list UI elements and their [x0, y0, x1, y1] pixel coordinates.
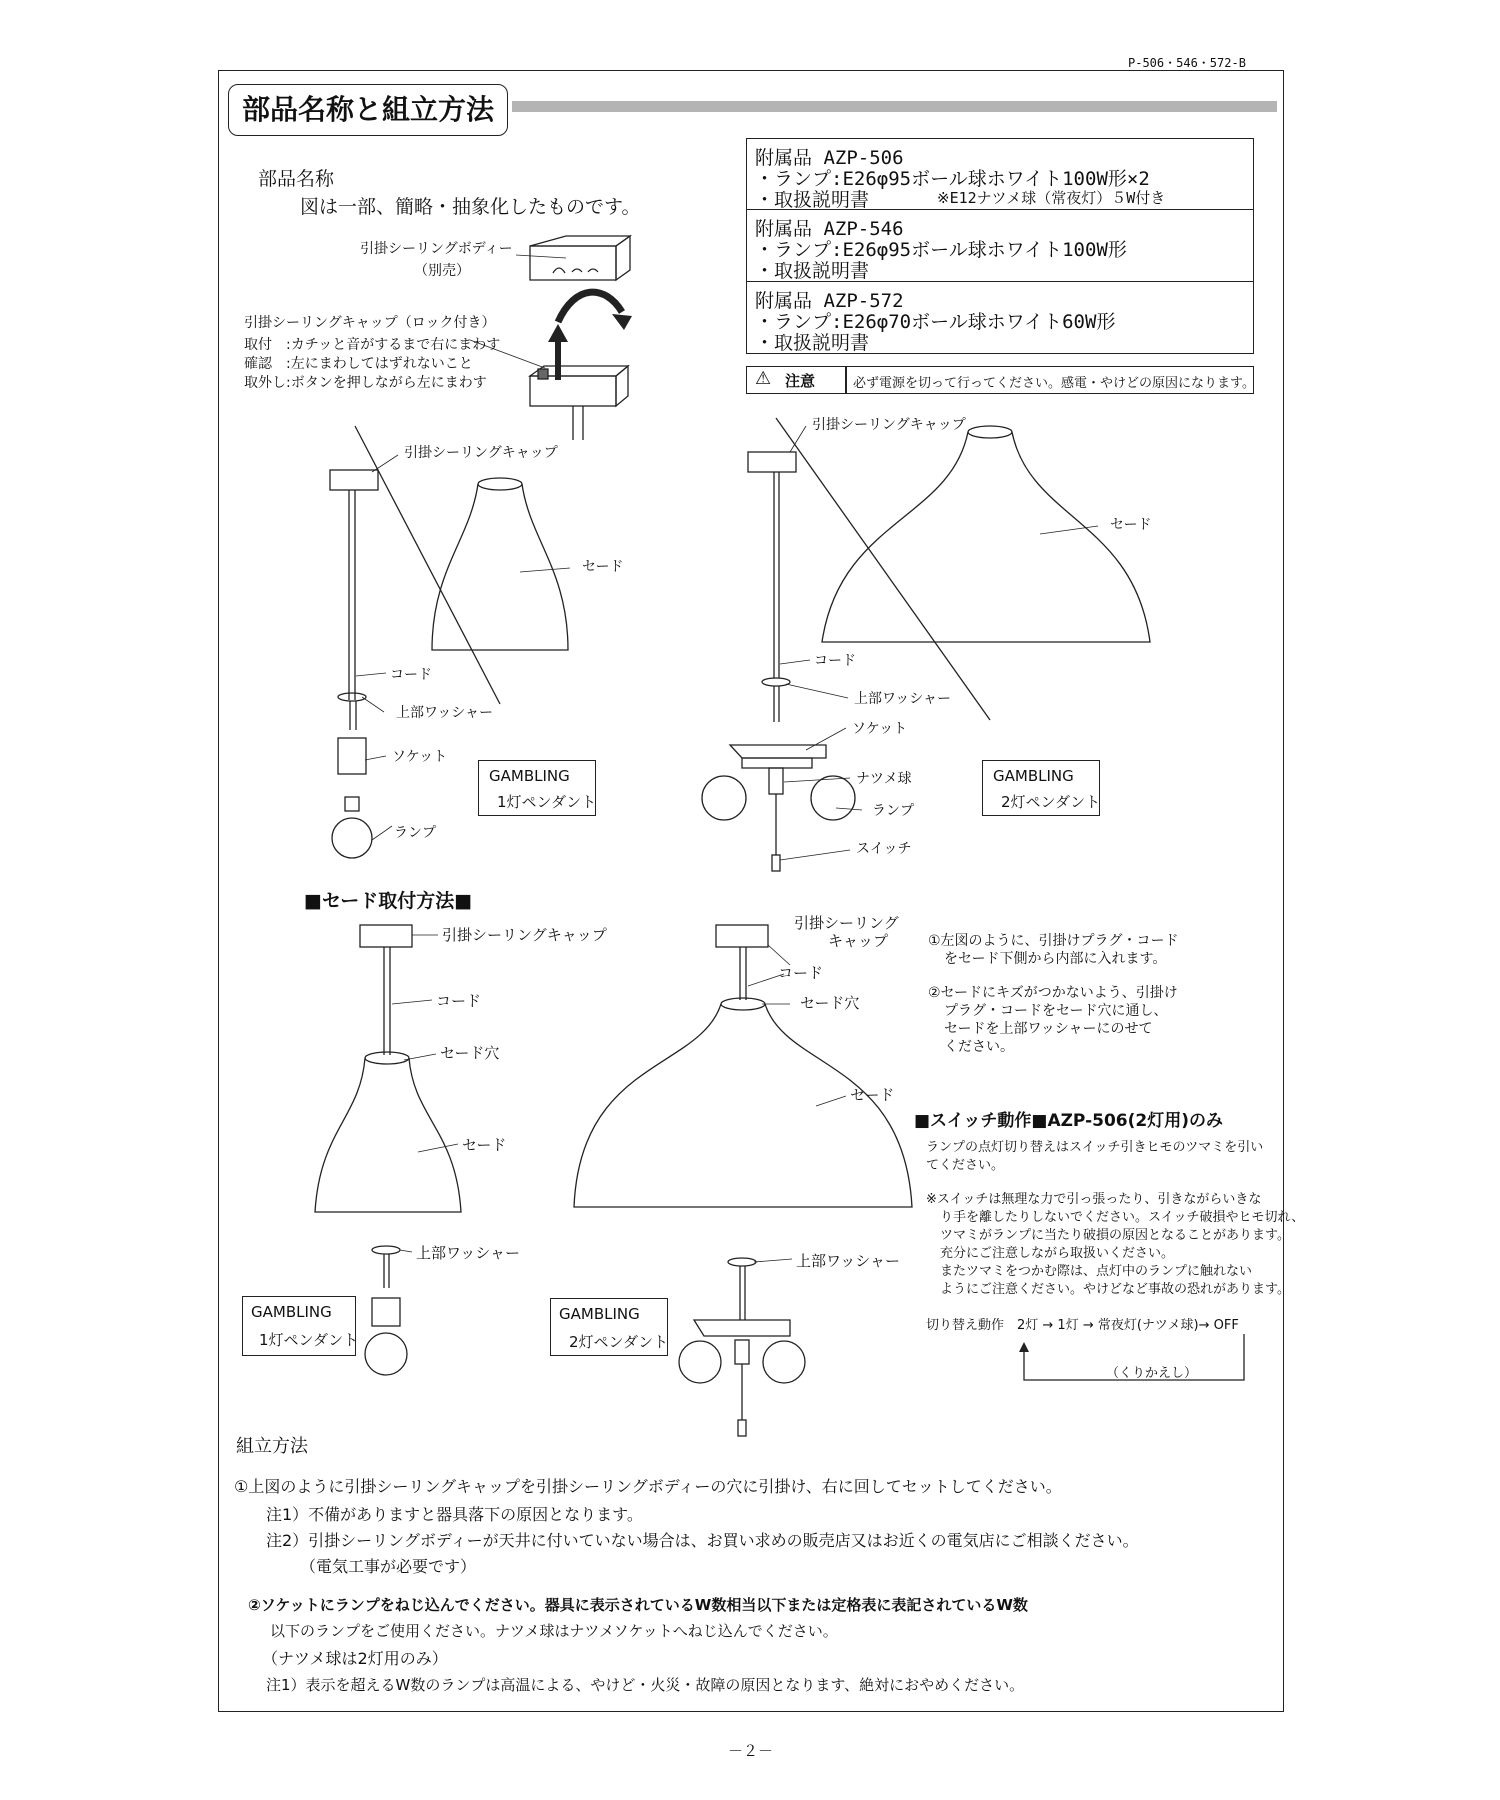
accessory-lamp: ・ランプ:E26φ70ボール球ホワイト60W形	[755, 311, 1116, 333]
accessory-manual: ・取扱説明書	[755, 332, 870, 354]
sa-cord-label: コード	[436, 992, 482, 1010]
install-step2-line2: プラグ・コードをセード穴に通し、	[944, 1003, 1168, 1019]
ceiling-body-sublabel: （別売）	[414, 263, 470, 279]
accessory-manual: ・取扱説明書	[755, 260, 870, 282]
switch-repeat-label: （くりかえし）	[1106, 1366, 1198, 1381]
switch-note-3: ツマミがランプに当たり破損の原因となることがあります。	[940, 1228, 1290, 1243]
caution-divider	[845, 367, 847, 393]
sa-washer-label: 上部ワッシャー	[416, 1244, 520, 1262]
d2-shade-label: セード	[1110, 517, 1152, 533]
switch-op-heading: ■スイッチ動作■AZP-506(2灯用)のみ	[914, 1111, 1223, 1131]
d1-cord-label: コード	[390, 667, 432, 683]
d1-socket-label: ソケット	[392, 749, 448, 765]
d1-shade-label: セード	[582, 559, 624, 575]
sb-model-box	[550, 1298, 668, 1356]
sa-model-type: 1灯ペンダント	[259, 1331, 359, 1349]
page-number: －２－	[728, 1742, 774, 1760]
cap-instruction-remove: 取外し:ボタンを押しながら左にまわす	[244, 375, 487, 391]
assembly-step1-note2: 注2）引掛シーリングボディーが天井に付いていない場合は、お買い求めの販売店又はお近くの電気店にご相談ください。	[266, 1531, 1139, 1550]
d2-cap-label: 引掛シーリングキャップ	[812, 417, 966, 433]
accessory-manual: ・取扱説明書	[755, 189, 870, 211]
switch-sequence: 切り替え動作 2灯 → 1灯 → 常夜灯(ナツメ球)→ OFF	[926, 1318, 1239, 1333]
switch-note-4: 充分にご注意しながら取扱いください。	[940, 1246, 1175, 1261]
switch-note-2: り手を離したりしないでください。スイッチ破損やヒモ切れ、	[940, 1210, 1305, 1225]
sa-model-name: GAMBLING	[251, 1303, 332, 1321]
title-divider-bar	[512, 101, 1277, 112]
sb-cord-label: コード	[778, 964, 824, 982]
sb-model-name: GAMBLING	[559, 1305, 640, 1323]
assembly-step1-note3: （電気工事が必要です）	[300, 1557, 477, 1576]
accessory-model: 附属品 AZP-546	[755, 218, 904, 240]
accessory-lamp: ・ランプ:E26φ95ボール球ホワイト100W形×2	[755, 168, 1150, 190]
d2-natsume-label: ナツメ球	[856, 771, 912, 787]
sb-washer-label: 上部ワッシャー	[796, 1252, 900, 1270]
caution-text: 必ず電源を切って行ってください。感電・やけどの原因になります。	[853, 376, 1255, 391]
accessory-azp506	[747, 139, 1253, 210]
cap-instruction-attach: 取付 :カチッと音がするまで右にまわす	[244, 337, 501, 353]
cap-instruction-check: 確認 :左にまわしてはずれないこと	[244, 356, 473, 372]
accessory-azp572	[747, 282, 1253, 353]
d2-lamp-label: ランプ	[872, 803, 914, 819]
caution-box	[746, 366, 1254, 394]
d2-washer-label: 上部ワッシャー	[854, 691, 952, 707]
accessory-model: 附属品 AZP-506	[755, 147, 904, 169]
ceiling-cap-label: 引掛シーリングキャップ（ロック付き）	[244, 315, 496, 331]
assembly-step2-line2: 以下のランプをご使用ください。ナツメ球はナツメソケットへねじ込んでください。	[270, 1622, 838, 1640]
install-step1-line2: をセード下側から内部に入れます。	[944, 951, 1167, 967]
shade-install-heading: ■セード取付方法■	[304, 890, 473, 912]
d1-model-box	[478, 760, 596, 816]
accessory-azp546	[747, 210, 1253, 282]
d2-model-name: GAMBLING	[993, 767, 1074, 785]
accessory-lamp: ・ランプ:E26φ95ボール球ホワイト100W形	[755, 239, 1127, 261]
assembly-step2: ②ソケットにランプをねじ込んでください。器具に表示されているW数相当以下または定格表に表記されているW数	[248, 1596, 1028, 1614]
sb-shade-label: セード	[850, 1086, 895, 1104]
parts-note: 図は一部、簡略・抽象化したものです。	[300, 196, 641, 218]
d1-cap-label: 引掛シーリングキャップ	[404, 445, 558, 461]
sb-cap-label-1: 引掛シーリング	[794, 914, 899, 932]
sa-model-box	[242, 1296, 359, 1356]
sb-cap-label-2: キャップ	[828, 932, 889, 950]
d1-washer-label: 上部ワッシャー	[396, 705, 494, 721]
install-step1-line1: ①左図のように、引掛けプラグ・コード	[928, 933, 1179, 949]
sa-shade-label: セード	[462, 1136, 507, 1154]
switch-op-text-2: てください。	[926, 1158, 1005, 1173]
page-title: 部品名称と組立方法	[228, 84, 508, 136]
d2-cord-label: コード	[814, 653, 856, 669]
install-step2-line1: ②セードにキズがつかないよう、引掛け	[928, 985, 1178, 1001]
sb-model-type: 2灯ペンダント	[569, 1333, 669, 1351]
assembly-step2-line3: （ナツメ球は2灯用のみ）	[262, 1649, 448, 1668]
d1-model-type: 1灯ペンダント	[497, 793, 597, 811]
switch-note-6: ようにご注意ください。やけどなど事故の恐れがあります。	[940, 1282, 1290, 1297]
d1-lamp-label: ランプ	[394, 825, 436, 841]
assembly-step2-note1: 注1）表示を超えるW数のランプは高温による、やけど・火災・故障の原因となります、絶対におやめください。	[266, 1676, 1025, 1694]
sa-cap-label: 引掛シーリングキャップ	[442, 926, 607, 944]
d2-model-type: 2灯ペンダント	[1001, 793, 1101, 811]
d2-model-box	[982, 760, 1100, 816]
document-code: P-506・546・572-B	[1128, 56, 1246, 70]
accessories-table	[746, 138, 1254, 354]
switch-op-text-1: ランプの点灯切り替えはスイッチ引きヒモのツマミを引い	[926, 1140, 1264, 1155]
d2-socket-label: ソケット	[852, 721, 908, 737]
ceiling-body-label: 引掛シーリングボディー	[360, 241, 513, 257]
install-step2-line4: ください。	[944, 1039, 1014, 1055]
caution-label: 注意	[785, 372, 816, 390]
sa-hole-label: セード穴	[440, 1044, 500, 1062]
switch-note-1: ※スイッチは無理な力で引っ張ったり、引きながらいきな	[926, 1192, 1262, 1207]
warning-triangle-icon: ⚠	[755, 368, 772, 389]
assembly-step1: ①上図のように引掛シーリングキャップを引掛シーリングボディーの穴に引掛け、右に回してセットしてください。	[234, 1477, 1062, 1496]
accessory-model: 附属品 AZP-572	[755, 290, 904, 312]
assembly-step1-note1: 注1）不備がありますと器具落下の原因となります。	[266, 1505, 643, 1524]
switch-note-5: またツマミをつかむ際は、点灯中のランプに触れない	[940, 1264, 1253, 1279]
parts-heading: 部品名称	[258, 168, 335, 190]
accessory-note: ※E12ナツメ球（常夜灯）５W付き	[937, 189, 1166, 207]
sb-hole-label: セード穴	[800, 994, 860, 1012]
assembly-heading: 組立方法	[236, 1436, 308, 1457]
d1-model-name: GAMBLING	[489, 767, 570, 785]
install-step2-line3: セードを上部ワッシャーにのせて	[944, 1021, 1153, 1037]
d2-switch-label: スイッチ	[856, 841, 912, 857]
